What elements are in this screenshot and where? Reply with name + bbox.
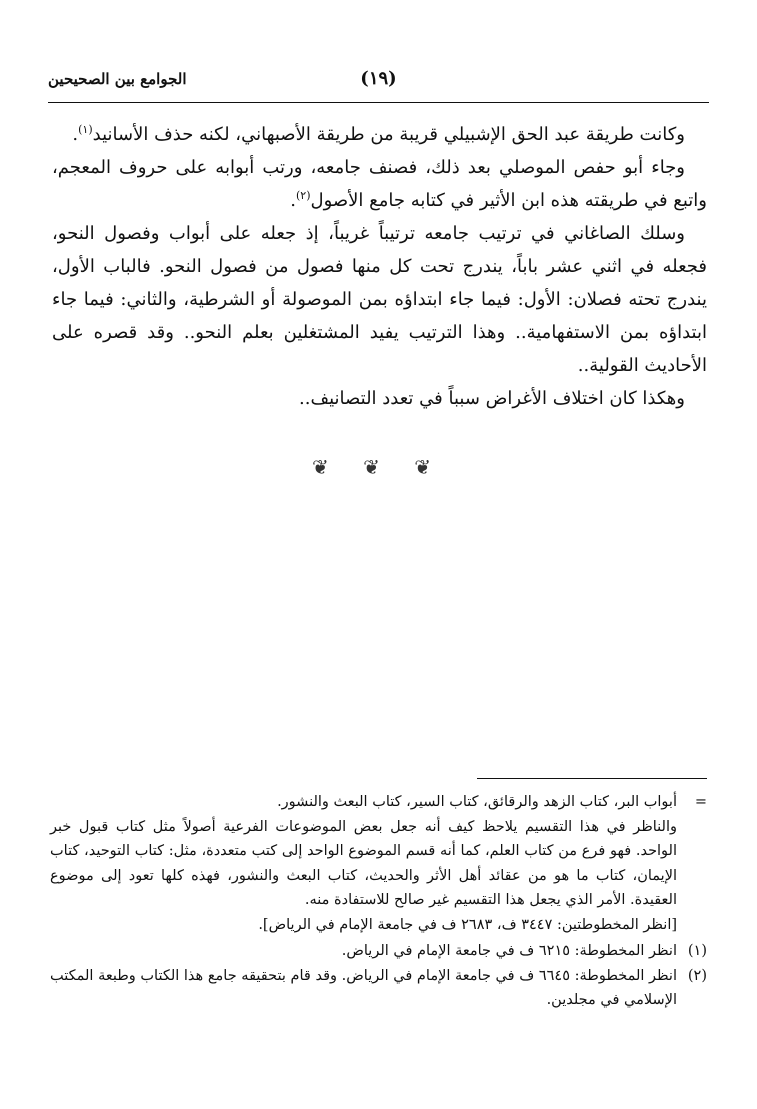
footnote-marker: (١): [687, 943, 707, 959]
paragraph-text: وسلك الصاغاني في ترتيب جامعه ترتيباً غريباً، إذ جعله على أبواب وفصول النحو، فجعله في اثني عشر باباً، يندرج تحت كل منها فصول من فصول النحو. فالباب الأول، يندرج تحته فصلان: الأول: فيما جاء ابتداؤه بمن الموصولة أو الشرطية، والثاني: فيما جاء ابتداؤه بمن الاستفهامية.. وهذا الترتيب يفيد المشتغلين بعلم النحو.. وقد قصره على الأحاديث القولية..: [52, 223, 707, 376]
footnote-continuation: [50, 790, 707, 937]
running-title: الجوامع بين الصحيحين: [48, 70, 187, 88]
footnote-divider: [477, 778, 707, 779]
footnote-text: انظر المخطوطة: ٦٢١٥ ف في جامعة الإمام في الرياض.: [341, 943, 677, 959]
paragraph: وجاء أبو حفص الموصلي بعد ذلك، فصنف جامعه، ورتب أبوابه على حروف المعجم، واتبع في طريقته هذه ابن الأثير في كتابه جامع الأصول$^{(٢)}$.: [52, 157, 707, 211]
page-header: [48, 68, 709, 98]
paragraph: [52, 382, 707, 415]
footnote: [50, 964, 707, 1013]
footnote-ref: (٢): [295, 189, 311, 202]
paragraph-text: وكانت طريقة عبد الحق الإشبيلي قريبة من طريقة الأصبهاني، لكنه حذف الأسانيد: [92, 124, 685, 145]
footnote-body: [50, 939, 677, 964]
footnote-ref: (١): [78, 123, 93, 136]
footnote-line: والناظر في هذا التقسيم يلاحظ كيف أنه جعل بعض الموضوعات الفرعية أصولاً مثل كتاب قبول خبر الواحد. فهو فرع من كتاب العلم، كما أنه قسم الموضوع الواحد إلى كتب متعددة، مثل: كتاب التوحيد، كتاب الإيمان، كتاب ما هو من عقائد أهل الأثر والحديث، كتاب البعث والنشور، فهذه كلها تعود إلى موضوع العقيدة. الأمر الذي يجعل هذا التقسيم غير صالح للاستفادة منه.: [50, 818, 677, 908]
footnote: [50, 939, 707, 964]
footnote-line: أبواب البر، كتاب الزهد والرقائق، كتاب السير، كتاب البعث والنشور.: [277, 794, 677, 810]
footnote-line: [انظر المخطوطتين: ٣٤٤٧ ف، ٢٦٨٣ ف في جامعة الإمام في الرياض].: [258, 916, 677, 933]
page-number: (١٩): [360, 68, 397, 89]
footnote-body: [50, 790, 677, 937]
paragraph: [52, 217, 707, 382]
paragraph-text: وجاء أبو حفص الموصلي بعد ذلك، فصنف جامعه، ورتب أبوابه على حروف المعجم، واتبع في طريقته هذه ابن الأثير في كتابه جامع الأصول: [52, 157, 707, 211]
paragraph-text: وهكذا كان اختلاف الأغراض سبباً في تعدد التصانيف..: [299, 388, 685, 409]
footnote-body: [50, 964, 677, 1013]
continuation-marker: =: [694, 794, 707, 810]
footnote-marker: (٢): [687, 967, 707, 984]
footnote-text: انظر المخطوطة: ٦٦٤٥ ف في جامعة الإمام في الرياض. وقد قام بتحقيقه جامع هذا الكتاب وطبعة المكتب الإسلامي في مجلدين.: [50, 967, 677, 1008]
main-text: [52, 118, 707, 415]
paragraph: وكانت طريقة عبد الحق الإشبيلي قريبة من طريقة الأصبهاني، لكنه حذف الأسانيد$^{(١)}$.: [72, 123, 685, 145]
section-ornament: ❦ ❦ ❦: [312, 455, 445, 479]
header-divider: [48, 102, 709, 103]
footnotes: [50, 790, 707, 1013]
